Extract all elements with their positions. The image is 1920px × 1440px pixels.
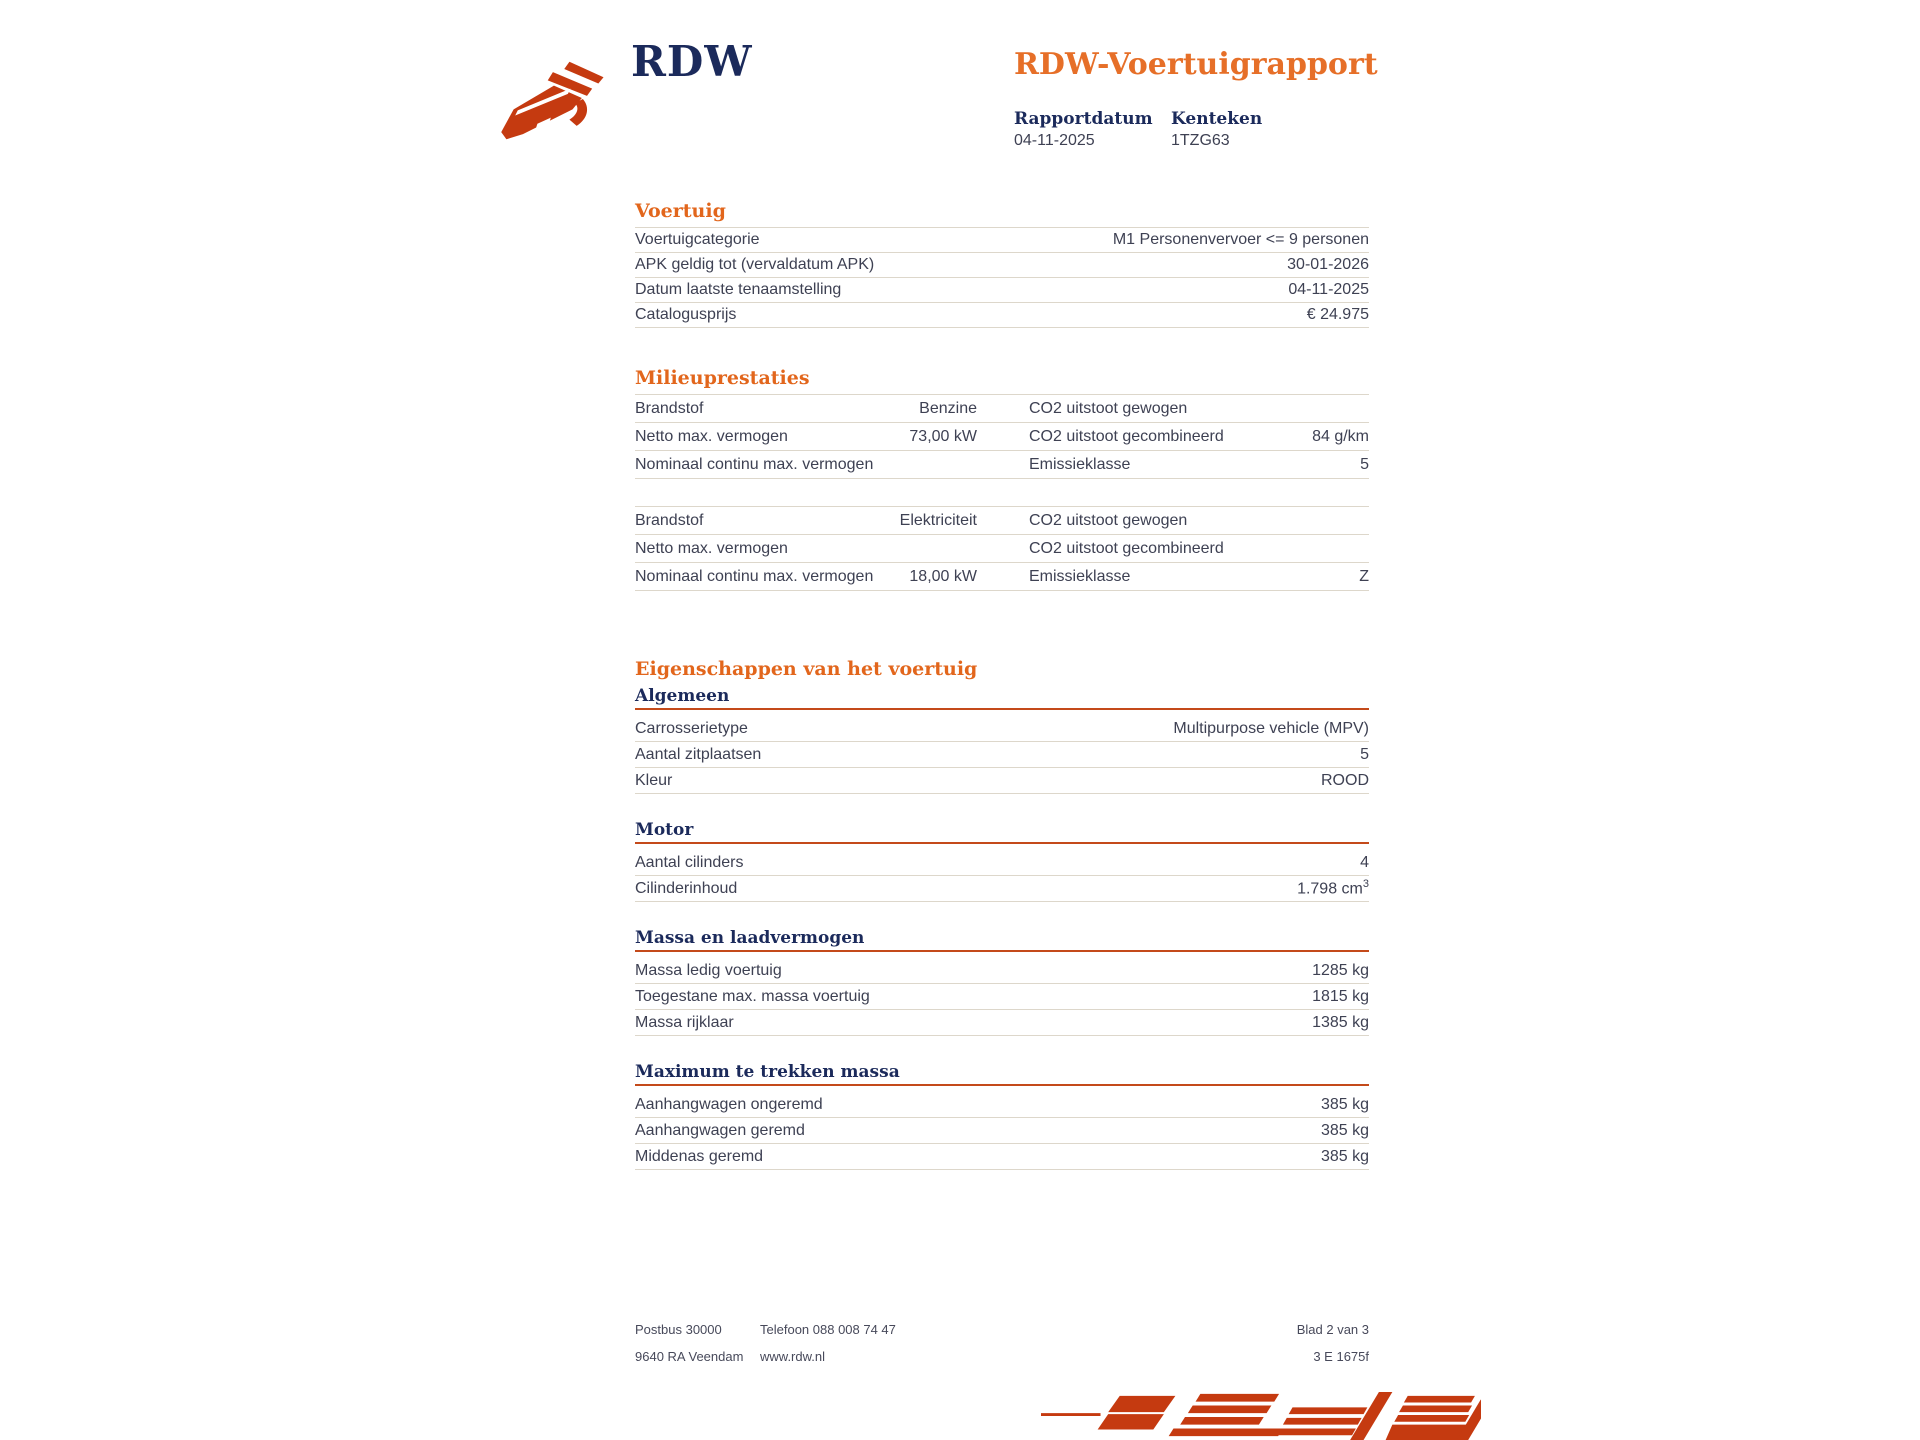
motor-table xyxy=(635,850,1369,902)
row-label: Voertuigcategorie xyxy=(635,231,760,248)
row-label: CO2 uitstoot gewogen xyxy=(1029,399,1188,417)
section-voertuig xyxy=(635,200,1369,328)
footer-page-indicator: Blad 2 van 3 xyxy=(1296,1322,1369,1337)
table-row xyxy=(635,768,1369,794)
row-value: 1385 kg xyxy=(1312,1013,1369,1031)
table-row xyxy=(635,1118,1369,1144)
footer-address-line2: 9640 RA Veendam xyxy=(635,1349,744,1364)
table-row xyxy=(635,1010,1369,1036)
row-label: Netto max. vermogen xyxy=(635,427,788,445)
row-value: Z xyxy=(1359,567,1369,585)
subsection-heading: Motor xyxy=(635,820,694,840)
row-label: Aanhangwagen ongeremd xyxy=(635,1095,823,1113)
row-label: Cilinderinhoud xyxy=(635,879,738,897)
row-value: € 24.975 xyxy=(1306,306,1369,323)
table-row xyxy=(635,850,1369,876)
row-label: Emissieklasse xyxy=(1029,567,1131,585)
table-row xyxy=(635,394,1369,422)
superscript: 3 xyxy=(1362,878,1369,891)
table-row xyxy=(635,984,1369,1010)
license-plate-block xyxy=(1171,108,1262,152)
massa-table xyxy=(635,958,1369,1036)
section-heading: Voertuig xyxy=(635,200,726,222)
table-row xyxy=(635,562,1369,590)
row-label: Massa ledig voertuig xyxy=(635,961,782,979)
row-label: CO2 uitstoot gewogen xyxy=(1029,511,1188,529)
table-row xyxy=(635,716,1369,742)
row-label: Kleur xyxy=(635,771,673,789)
row-label: Aantal zitplaatsen xyxy=(635,745,762,763)
algemeen-table xyxy=(635,716,1369,794)
row-label: Middenas geremd xyxy=(635,1147,764,1165)
row-value: 385 kg xyxy=(1320,1147,1369,1165)
report-date-value: 04-11-2025 xyxy=(1014,132,1095,149)
section-heading: Milieuprestaties xyxy=(635,367,810,389)
row-value: 385 kg xyxy=(1320,1121,1369,1139)
footer-address-line1: Postbus 30000 xyxy=(635,1322,722,1337)
row-label: Netto max. vermogen xyxy=(635,539,788,557)
page-footer xyxy=(635,1316,1369,1370)
row-value: 1.798 $cm^3$ xyxy=(1297,878,1369,898)
heading-rule xyxy=(635,842,1369,844)
row-value: 4 xyxy=(1360,853,1369,871)
row-value: 385 kg xyxy=(1320,1095,1369,1113)
row-label: Emissieklasse xyxy=(1029,455,1131,473)
heading-rule xyxy=(635,708,1369,710)
row-value: Elektriciteit xyxy=(899,511,977,529)
row-label: Brandstof xyxy=(635,511,704,529)
table-row xyxy=(635,506,1369,534)
heading-rule xyxy=(635,950,1369,952)
row-value: 5 xyxy=(1360,745,1369,763)
report-meta xyxy=(1014,108,1262,152)
trekken-massa-table xyxy=(635,1092,1369,1170)
row-label: Aanhangwagen geremd xyxy=(635,1121,805,1139)
row-label: Catalogusprijs xyxy=(635,306,737,323)
rdw-wordmark: RDW xyxy=(631,37,753,86)
footer-doc-code: 3 E 1675f xyxy=(1313,1349,1369,1364)
subsection-heading: Algemeen xyxy=(635,686,730,706)
subsection-heading: Massa en laadvermogen xyxy=(635,928,865,948)
subsection-algemeen xyxy=(635,686,1369,794)
table-row xyxy=(635,1092,1369,1118)
row-label: Datum laatste tenaamstelling xyxy=(635,281,842,298)
table-row xyxy=(635,876,1369,902)
rdw-logo-icon xyxy=(494,56,618,142)
row-value: ROOD xyxy=(1321,771,1369,789)
row-value: 1815 kg xyxy=(1312,987,1369,1005)
row-label: Carrosserietype xyxy=(635,719,748,737)
footer-phone: Telefoon 088 008 74 47 xyxy=(760,1322,896,1337)
row-value: 30-01-2026 xyxy=(1287,256,1369,273)
subsection-massa xyxy=(635,928,1369,1036)
section-heading: Eigenschappen van het voertuig xyxy=(635,658,978,680)
row-value: Multipurpose vehicle (MPV) xyxy=(1173,719,1369,737)
row-label: Toegestane max. massa voertuig xyxy=(635,987,870,1005)
table-row xyxy=(635,252,1369,277)
table-row xyxy=(635,277,1369,302)
report-date-label: Rapportdatum xyxy=(1014,109,1153,129)
row-label: CO2 uitstoot gecombineerd xyxy=(1029,427,1224,445)
subsection-trekken-massa xyxy=(635,1062,1369,1170)
row-label: Nominaal continu max. vermogen xyxy=(635,567,874,585)
table-row xyxy=(635,227,1369,252)
row-value: 84 g/km xyxy=(1312,427,1369,445)
row-value: 73,00 kW xyxy=(909,427,977,445)
row-value: 04-11-2025 xyxy=(1288,281,1369,298)
rdw-footer-stripes-graphic xyxy=(1033,1392,1481,1440)
section-eigenschappen xyxy=(635,658,1369,1170)
milieu-table-elektriciteit xyxy=(635,506,1369,591)
table-row xyxy=(635,302,1369,327)
milieu-table-benzine xyxy=(635,394,1369,479)
table-row xyxy=(635,422,1369,450)
table-row xyxy=(635,958,1369,984)
license-plate-value: 1TZG63 xyxy=(1171,132,1230,149)
table-row xyxy=(635,450,1369,478)
row-value: 18,00 kW xyxy=(909,567,977,585)
heading-rule xyxy=(635,1084,1369,1086)
report-date-block xyxy=(1014,108,1171,152)
subsection-heading: Maximum te trekken massa xyxy=(635,1062,900,1082)
row-label: Massa rijklaar xyxy=(635,1013,734,1031)
license-plate-label: Kenteken xyxy=(1171,109,1263,129)
footer-website-link[interactable]: www.rdw.nl xyxy=(760,1349,826,1364)
table-row xyxy=(635,742,1369,768)
row-label: Nominaal continu max. vermogen xyxy=(635,455,874,473)
page-title: RDW-Voertuigrapport xyxy=(1014,47,1378,82)
row-value: M1 Personenvervoer <= 9 personen xyxy=(1112,231,1369,248)
voertuig-table xyxy=(635,227,1369,328)
section-milieuprestaties xyxy=(635,367,1369,591)
row-value: 5 xyxy=(1360,455,1369,473)
row-value: 1285 kg xyxy=(1312,961,1369,979)
row-label: Aantal cilinders xyxy=(635,853,744,871)
table-row xyxy=(635,534,1369,562)
row-label: APK geldig tot (vervaldatum APK) xyxy=(635,256,875,273)
table-row xyxy=(635,1144,1369,1170)
row-label: Brandstof xyxy=(635,399,704,417)
row-value: Benzine xyxy=(919,399,977,417)
row-label: CO2 uitstoot gecombineerd xyxy=(1029,539,1224,557)
subsection-motor xyxy=(635,820,1369,902)
